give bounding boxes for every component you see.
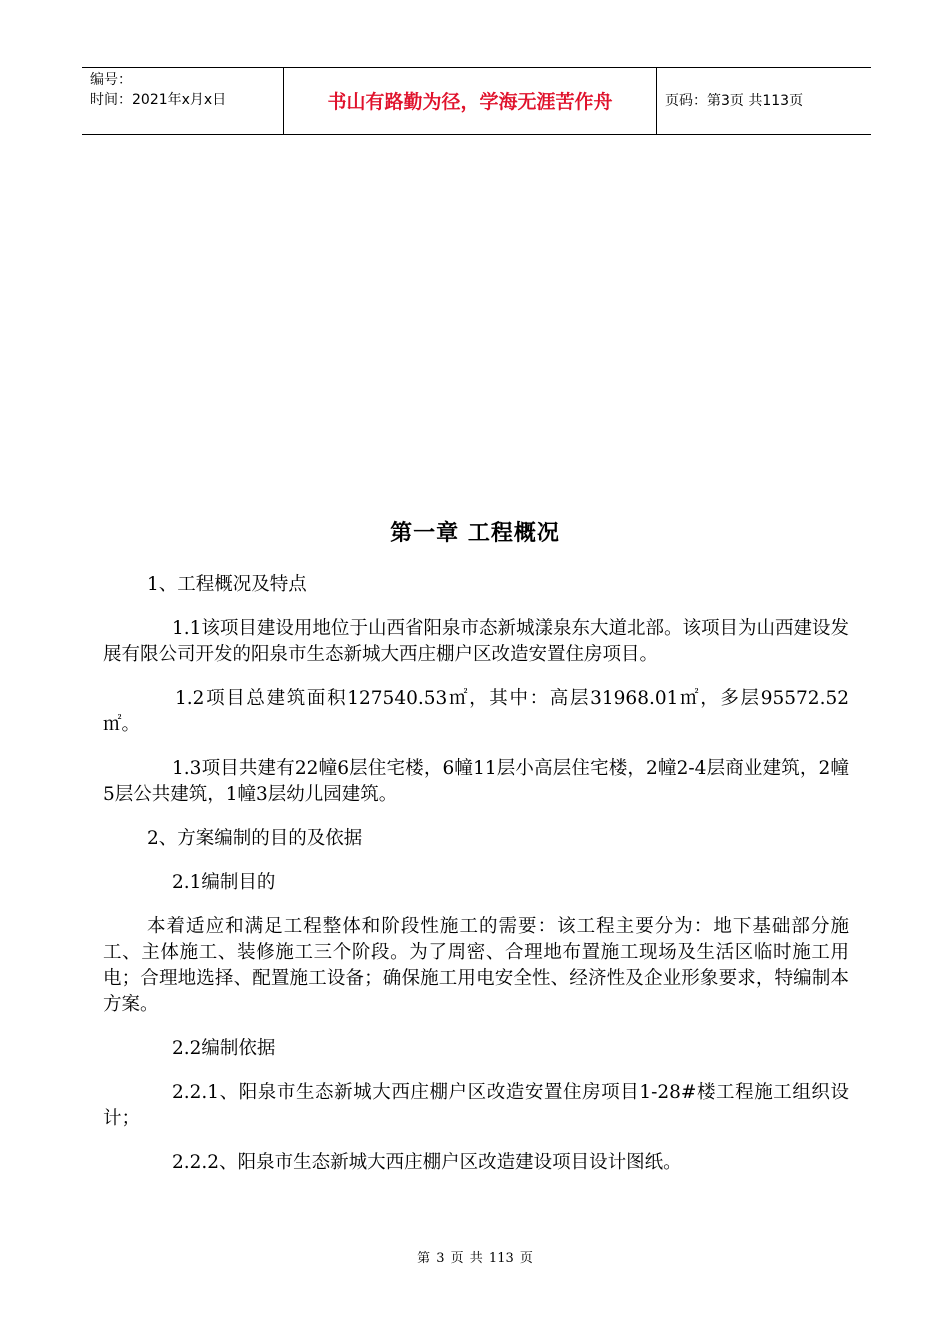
- header-page-info: 页码：第3页 共113页: [665, 93, 804, 109]
- page-footer: 第 3 页 共 113 页: [417, 1251, 533, 1266]
- header-meta: [82, 68, 283, 134]
- chapter-title: 第一章 工程概况: [390, 521, 560, 546]
- doc-number-label: 编号：: [90, 72, 132, 88]
- paragraph-1-1: 1.1该项目建设用地位于山西省阳泉市态新城漾泉东大道北部。该项目为山西建设发展有限公司开发的阳泉市生态新城大西庄棚户区改造安置住房项目。: [103, 618, 849, 665]
- paragraph-1-2: 1.2项目总建筑面积127540.53㎡，其中：高层31968.01㎡，多层95572.52㎡。: [103, 688, 849, 735]
- paragraph-2-1: 本着适应和满足工程整体和阶段性施工的需要：该工程主要分为：地下基础部分施工、主体施工、装修施工三个阶段。为了周密、合理地布置施工现场及生活区临时施工用电；合理地选择、配置施工设备；确保施工用电安全性、经济性及企业形象要求，特编制本方案。: [103, 916, 849, 1015]
- document-body: [103, 572, 849, 1194]
- header-motto: 书山有路勤为径，学海无涯苦作舟: [283, 68, 657, 134]
- time-label: 时间：2021年x月x日: [90, 92, 227, 108]
- section-heading-1: 1、工程概况及特点: [147, 574, 307, 595]
- paragraph-2-2-1: 2.2.1、阳泉市生态新城大西庄棚户区改造安置住房项目1-28#楼工程施工组织设计；: [103, 1082, 849, 1129]
- paragraph-1-3: 1.3项目共建有22幢6层住宅楼，6幢11层小高层住宅楼，2幢2-4层商业建筑，2幢5层公共建筑，1幢3层幼儿园建筑。: [103, 758, 849, 805]
- subheading-2-1: 2.1编制目的: [172, 872, 276, 893]
- paragraph-2-2-2: 2.2.2、阳泉市生态新城大西庄棚户区改造建设项目设计图纸。: [172, 1152, 682, 1173]
- section-heading-2: 2、方案编制的目的及依据: [147, 828, 363, 849]
- subheading-2-2: 2.2编制依据: [172, 1038, 276, 1059]
- header-table: [82, 67, 871, 135]
